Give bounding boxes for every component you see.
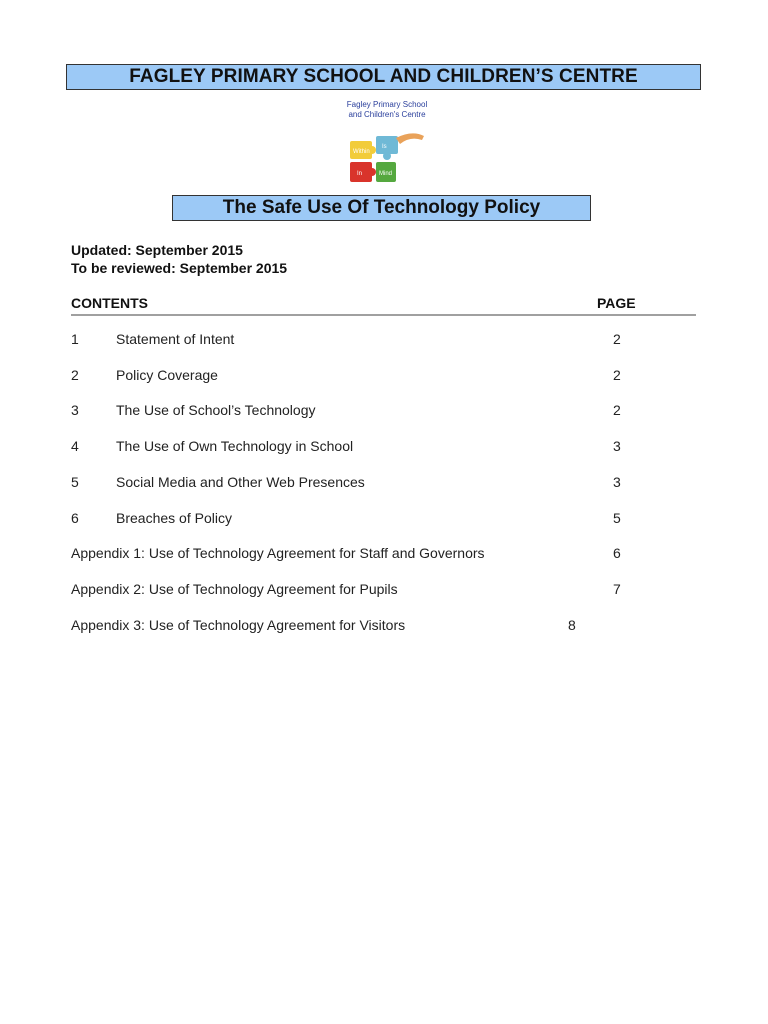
toc-number: 3 bbox=[71, 402, 79, 418]
toc-page: 5 bbox=[613, 510, 621, 526]
logo-word-is: Is bbox=[382, 144, 387, 150]
toc-page: 2 bbox=[613, 367, 621, 383]
toc-page: 2 bbox=[613, 331, 621, 347]
school-name-banner: FAGLEY PRIMARY SCHOOL AND CHILDREN’S CENTRE bbox=[66, 64, 701, 90]
toc-item-3[interactable] bbox=[71, 402, 696, 422]
toc-title: Appendix 3: Use of Technology Agreement for Visitors bbox=[71, 617, 406, 633]
school-logo bbox=[342, 98, 432, 188]
toc-number: 4 bbox=[71, 438, 79, 454]
toc-title: Statement of Intent bbox=[116, 331, 235, 347]
document-dates bbox=[71, 241, 287, 277]
toc-item-4[interactable] bbox=[71, 438, 696, 458]
toc-number: 5 bbox=[71, 474, 79, 490]
logo-word-mind: Mind bbox=[379, 171, 393, 177]
toc-page: 6 bbox=[613, 545, 621, 561]
logo-word-within: Within bbox=[353, 149, 370, 155]
contents-heading: CONTENTS bbox=[71, 295, 148, 311]
page-heading: PAGE bbox=[597, 295, 636, 311]
toc-title: Breaches of Policy bbox=[116, 510, 232, 526]
logo-word-in: In bbox=[357, 171, 363, 177]
toc-appendix-3[interactable] bbox=[71, 617, 696, 637]
toc-title: Social Media and Other Web Presences bbox=[116, 474, 365, 490]
toc-title: The Use of Own Technology in School bbox=[116, 438, 354, 454]
toc-number: 6 bbox=[71, 510, 79, 526]
updated-date: Updated: September 2015 bbox=[71, 242, 243, 258]
logo-line-1: Fagley Primary School bbox=[346, 100, 428, 109]
toc-title: The Use of School’s Technology bbox=[116, 402, 316, 418]
toc-appendix-2[interactable] bbox=[71, 581, 696, 601]
toc-appendix-1[interactable] bbox=[71, 545, 696, 565]
toc-page: 8 bbox=[568, 617, 576, 633]
toc-number: 1 bbox=[71, 331, 79, 347]
logo-line-2: and Children's Centre bbox=[348, 110, 426, 119]
toc-number: 2 bbox=[71, 367, 79, 383]
policy-title-banner: The Safe Use Of Technology Policy bbox=[172, 195, 591, 221]
toc-item-5[interactable] bbox=[71, 474, 696, 494]
toc-item-1[interactable] bbox=[71, 331, 696, 351]
toc-title: Appendix 1: Use of Technology Agreement for Staff and Governors bbox=[71, 545, 485, 561]
toc-item-6[interactable] bbox=[71, 510, 696, 530]
puzzle-logo-icon bbox=[342, 98, 432, 188]
toc-item-2[interactable] bbox=[71, 367, 696, 387]
contents-header bbox=[71, 295, 696, 316]
toc-title: Policy Coverage bbox=[116, 367, 218, 383]
toc-page: 3 bbox=[613, 474, 621, 490]
toc-page: 3 bbox=[613, 438, 621, 454]
review-date: To be reviewed: September 2015 bbox=[71, 260, 288, 276]
toc-page: 2 bbox=[613, 402, 621, 418]
toc-title: Appendix 2: Use of Technology Agreement for Pupils bbox=[71, 581, 398, 597]
toc-page: 7 bbox=[613, 581, 621, 597]
